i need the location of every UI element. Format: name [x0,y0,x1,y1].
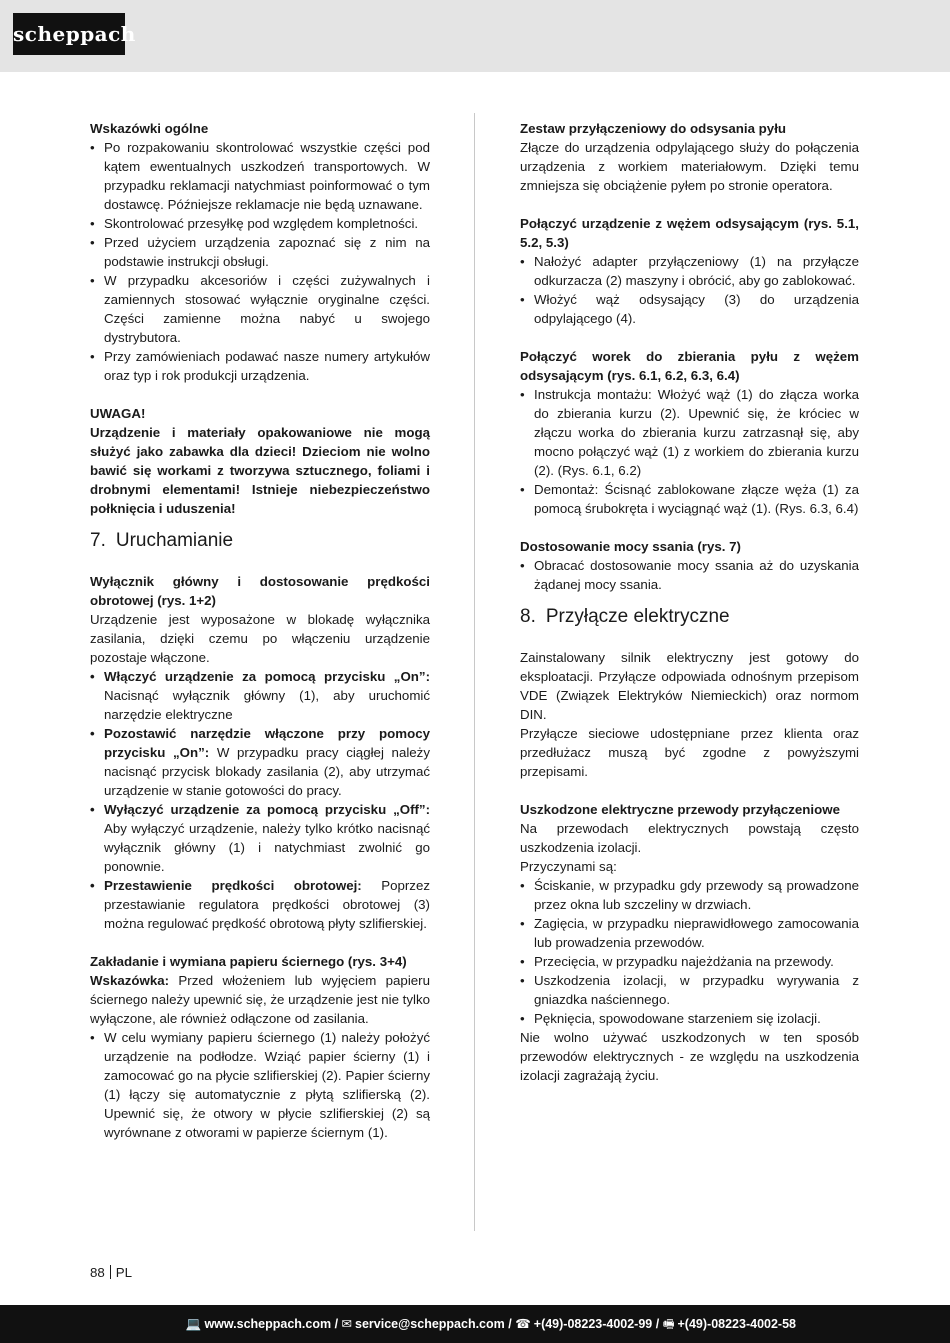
section-number: 8. [520,606,536,627]
list-item: • W przypadku akcesoriów i części zużywalnych i zamiennych stosować wyłącznie oryginalne części. Części zamienne można nabyć u swojego dystrybutora. [90,271,430,347]
footer-separator: / [652,1317,663,1331]
list-item: • Skontrolować przesyłkę pod względem kompletności. [90,214,430,233]
footer-separator: / [331,1317,342,1331]
note-text: Przed włożeniem lub wyjęciem papieru ściernego należy upewnić się, że urządzenie jest nie tylko wyłączone, ale również odłączone od zasilania. [90,973,430,1026]
list-item [90,800,430,876]
footer-website[interactable]: www.scheppach.com [204,1317,332,1331]
list-item [90,876,430,933]
computer-icon: 💻 [185,1317,202,1331]
footer-separator: / [504,1317,516,1331]
damaged-list [520,876,859,1028]
list-item [90,667,430,724]
list-item [90,724,430,800]
fax-icon: 🖷 [662,1317,675,1331]
mail-icon: ✉ [341,1317,352,1331]
list-item: • Instrukcja montażu: Włożyć wąż (1) do złącza worka do zbierania kurzu (2). Upewnić się, że króciec w złączu worka do zbierania kurzu zatrzasnął się, aby mocno połączyć wąż (1) z workiem do zbierania kurzu (2). (Rys. 6.1, 6.2) [520,385,859,480]
list-item: • W celu wymiany papieru ściernego (1) należy położyć urządzenie na podłodze. Wziąć papier ścierny (1) i zamocować go na płycie szlifierskiej (2). Papier ścierny (1) łączy się automatycznie z płytą szlifierską (2). Upewnić się, że otwory w płycie szlifierskiej (2) są wyrównane z otworami w papierze ściernym (1). [90,1028,430,1142]
damaged-heading: Uszkodzone elektryczne przewody przyłączeniowe [520,802,840,817]
footer-email[interactable]: service@scheppach.com [355,1317,505,1331]
phone-icon: ☎ [515,1317,531,1331]
hose-list [520,252,859,328]
item-text: Nacisnąć wyłącznik główny (1), aby uruchomić narzędzie elektryczne [104,688,430,722]
header-bar [0,0,950,72]
suction-heading: Dostosowanie mocy ssania (rys. 7) [520,539,741,554]
dust-text: Złącze do urządzenia odpylającego służy do połączenia urządzenia z workiem materiałowym. Dzięki temu zmniejsza się obciążenie pyłem po stronie operatora. [520,140,859,193]
scheppach-logo: scheppach [13,13,125,55]
note-label: Wskazówka: [90,973,170,988]
bag-heading: Połączyć worek do zbierania pyłu z wężem odsysającym (rys. 6.1, 6.2, 6.3, 6.4) [520,349,859,383]
damaged-paragraph: Przyczynami są: [520,859,617,874]
section-heading-7 [90,530,430,552]
damaged-paragraph: Nie wolno używać uszkodzonych w ten sposób przewodów elektrycznych - ze względu na uszkodzenia izolacji zagrażają życiu. [520,1030,859,1083]
page-number [90,1265,132,1281]
item-text: Poprzez przestawianie regulatora prędkości obrotowej (3) można regulować prędkość obrotową płyty szlifierskiej. [104,878,430,931]
item-bold-label: Włączyć urządzenie za pomocą przycisku „On”: [104,669,430,684]
list-item: • Obracać dostosowanie mocy ssania aż do uzyskania żądanej mocy ssania. [520,556,859,594]
section-title: Przyłącze elektryczne [545,606,730,627]
list-item: • Uszkodzenia izolacji, w przypadku wyrywania z gniazdka naściennego. [520,971,859,1009]
list-item: • Po rozpakowaniu skontrolować wszystkie części pod kątem ewentualnych uszkodzeń transportowych. W przypadku reklamacji natychmiast poinformować o tym dostawcę. Późniejsze reklamacje nie będą uznawane. [90,138,430,214]
paper-heading: Zakładanie i wymiana papieru ściernego (rys. 3+4) [90,954,407,969]
footer-bar [0,1305,950,1343]
page-language: PL [115,1265,133,1280]
right-column [520,119,859,1085]
list-item: • Przecięcia, w przypadku najeżdżania na przewody. [520,952,859,971]
footer-phone: +(49)-08223-4002-99 [533,1317,653,1331]
left-column [90,119,430,1142]
general-heading: Wskazówki ogólne [90,121,209,136]
warning-text: Urządzenie i materiały opakowaniowe nie mogą służyć jako zabawka dla dzieci! Dzieciom nie wolno bawić się workami z tworzywa sztucznego, foliami i drobnymi elementami! Istnieje niebezpieczeństwo połknięcia i uduszenia! [90,425,430,516]
list-item: • Pęknięcia, spowodowane starzeniem się izolacji. [520,1009,859,1028]
item-bold-label: Wyłączyć urządzenie za pomocą przycisku „Off”: [104,802,430,817]
list-item: • Ściskanie, w przypadku gdy przewody są prowadzone przez okna lub szczeliny w drzwiach. [520,876,859,914]
paper-list [90,1028,430,1142]
list-item: • Zagięcia, w przypadku nieprawidłowego zamocowania lub prowadzenia przewodów. [520,914,859,952]
section-heading-8 [520,606,859,628]
item-text: W przypadku pracy ciągłej należy nacisnąć przycisk blokady zasilania (2), aby utrzymać urządzenie w stanie gotowości do pracy. [104,745,430,798]
list-item: • Nałożyć adapter przyłączeniowy (1) na przyłącze odkurzacza (2) maszyny i obrócić, aby go zablokować. [520,252,859,290]
warning-title: UWAGA! [90,406,146,421]
list-item: • Przed użyciem urządzenia zapoznać się z nim na podstawie instrukcji obsługi. [90,233,430,271]
item-text: Aby wyłączyć urządzenie, należy tylko krótko nacisnąć wyłącznik główny (1) i natychmiast zwolnić go ponownie. [104,821,430,874]
section-title: Uruchamianie [115,530,234,551]
list-item: • Demontaż: Ścisnąć zablokowane złącze węża (1) za pomocą śrubokręta i wyciągnąć wąż (1). (Rys. 6.3, 6.4) [520,480,859,518]
list-item: • Przy zamówieniach podawać nasze numery artykułów oraz typ i rok produkcji urządzenia. [90,347,430,385]
switch-list [90,667,430,933]
item-bold-label: Pozostawić narzędzie włączone przy pomocy przycisku „On”: [104,726,430,760]
list-item: • Włożyć wąż odsysający (3) do urządzenia odpylającego (4). [520,290,859,328]
suction-list [520,556,859,594]
dust-heading: Zestaw przyłączeniowy do odsysania pyłu [520,121,787,136]
item-bold-label: Przestawienie prędkości obrotowej: [104,878,362,893]
page-number-value: 88 [90,1265,105,1280]
bag-list [520,385,859,518]
page-number-separator [110,1265,111,1279]
hose-heading: Połączyć urządzenie z wężem odsysającym (rys. 5.1, 5.2, 5.3) [520,216,859,250]
column-divider [474,113,475,1231]
electric-paragraph: Przyłącze sieciowe udostępniane przez klienta oraz przedłużacz muszą być zgodne z powyższymi przepisami. [520,726,859,779]
paper-note [90,971,430,1028]
section-number: 7. [90,530,106,551]
electric-paragraph: Zainstalowany silnik elektryczny jest gotowy do eksploatacji. Przyłącze odpowiada odnośnym przepisom VDE (Związek Elektryków Niemieckich) oraz normom DIN. [520,650,859,722]
switch-intro: Urządzenie jest wyposażone w blokadę wyłącznika zasilania, dzięki czemu po włączeniu urządzenie pozostaje włączone. [90,612,430,665]
general-list [90,138,430,385]
damaged-paragraph: Na przewodach elektrycznych powstają często uszkodzenia izolacji. [520,821,859,855]
footer-fax: +(49)-08223-4002-58 [677,1317,796,1331]
switch-heading: Wyłącznik główny i dostosowanie prędkości obrotowej (rys. 1+2) [90,574,430,608]
